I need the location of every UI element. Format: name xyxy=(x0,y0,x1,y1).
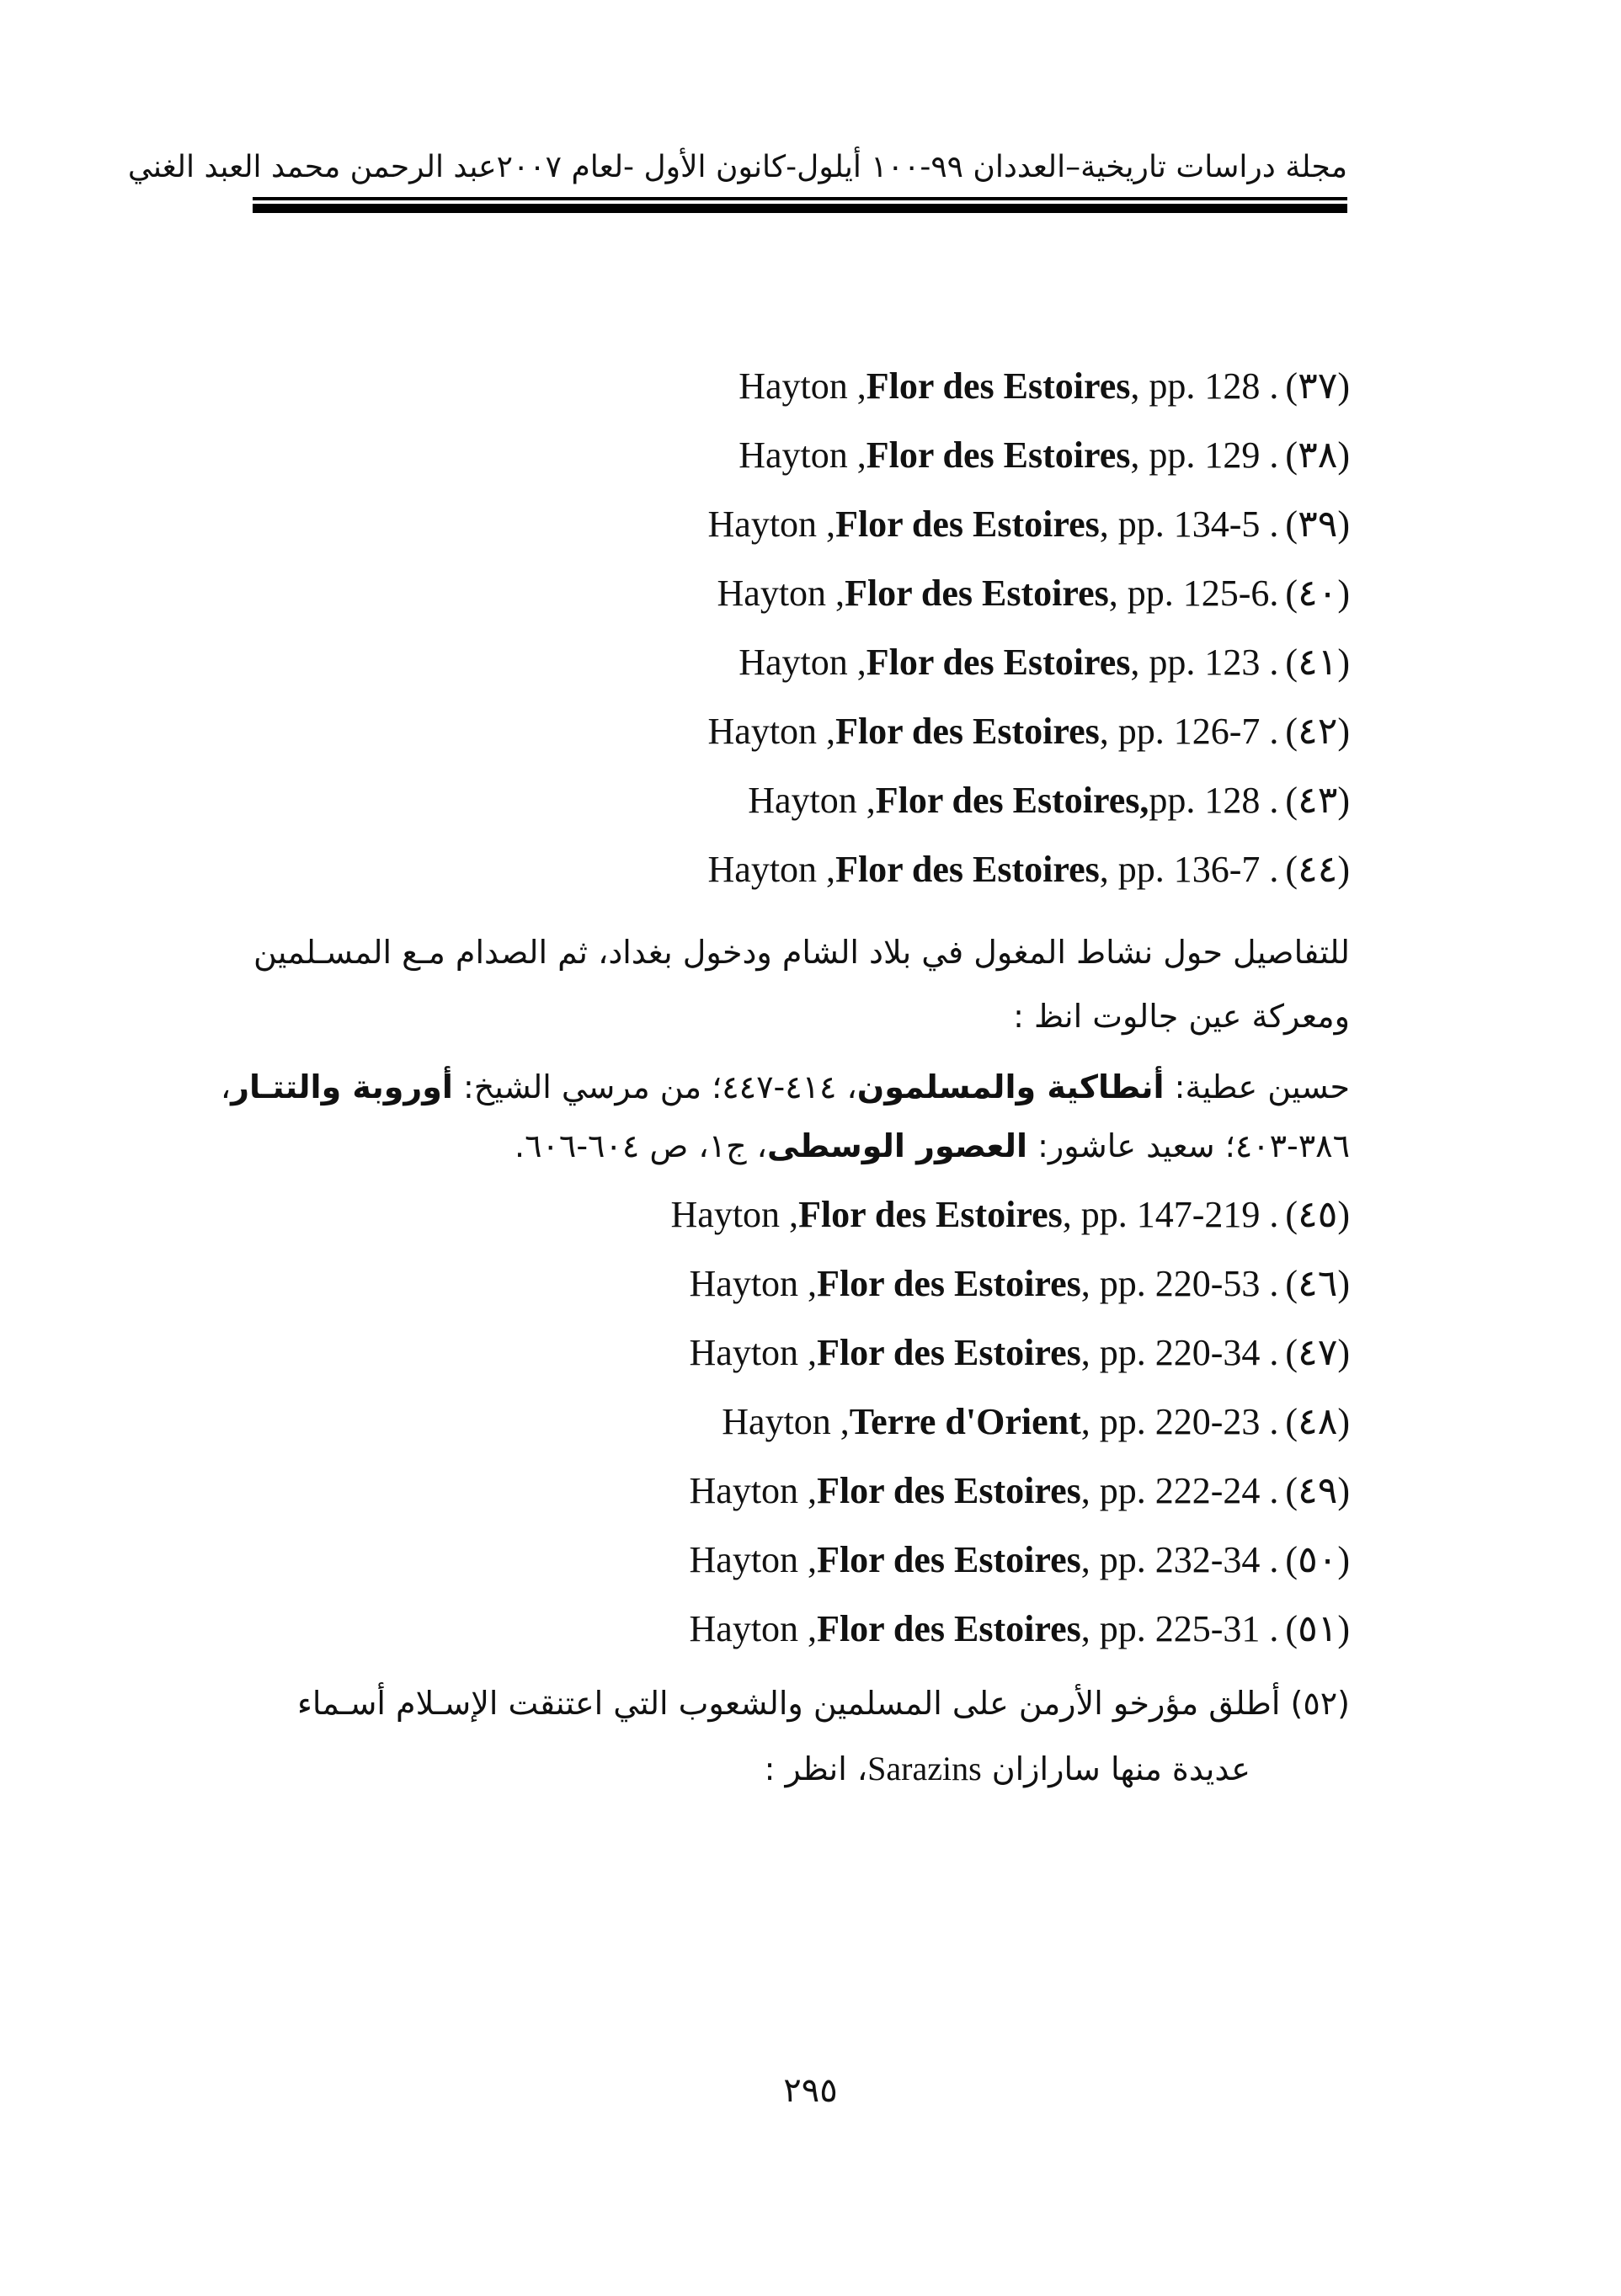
footnote-author: Hayton , xyxy=(689,1470,818,1511)
footnote-author: Hayton , xyxy=(717,573,845,614)
footnote-title: Flor des Estoires xyxy=(845,573,1109,614)
footnote-46 xyxy=(690,1260,1350,1308)
footnote-number: (٤٦) xyxy=(1285,1263,1350,1304)
footnote-pages: , pp. 232-34 . xyxy=(1080,1539,1279,1580)
footnote-number: (٥١) xyxy=(1285,1608,1350,1649)
footnote-pages: , pp. 222-24 . xyxy=(1080,1470,1279,1511)
footnote-41 xyxy=(739,638,1350,687)
note-52-text: ، انظر : xyxy=(764,1750,868,1787)
footnote-45 xyxy=(671,1191,1350,1239)
footnote-title: Flor des Estoires xyxy=(866,434,1131,476)
footnote-48 xyxy=(722,1398,1350,1446)
header-rule-thin xyxy=(253,197,1347,200)
footnote-title: Terre d'Orient xyxy=(849,1401,1081,1442)
footnote-author: Hayton , xyxy=(689,1332,818,1373)
page-number: ٢٩٥ xyxy=(783,2071,838,2110)
footnote-title: Flor des Estoires xyxy=(817,1263,1081,1304)
footnote-number: (٤٤) xyxy=(1285,849,1350,890)
footnote-37 xyxy=(739,362,1350,411)
citation-text: ، ٤١٤-٤٤٧؛ من مرسي الشيخ: xyxy=(452,1068,857,1105)
citation-text: ، xyxy=(220,1068,232,1105)
footnote-author: Hayton , xyxy=(739,434,866,476)
footnote-number: (٣٩) xyxy=(1285,503,1350,545)
footnote-pages: , pp. 123 . xyxy=(1130,642,1279,683)
footnote-44 xyxy=(708,845,1350,894)
footnote-43 xyxy=(748,776,1350,825)
footnote-number: (٤٠) xyxy=(1285,573,1350,614)
footnote-number: (٥٠) xyxy=(1285,1539,1350,1580)
citation-text: ، ج١، ص ٦٠٤-٦٠٦. xyxy=(515,1127,767,1164)
footnote-pages: , pp. 129 . xyxy=(1130,434,1279,476)
footnote-number: (٤٣) xyxy=(1285,780,1350,821)
footnote-38 xyxy=(739,431,1350,480)
footnote-author: Hayton , xyxy=(739,642,866,683)
footnote-title: Flor des Estoires xyxy=(835,503,1100,545)
footnote-number: (٤١) xyxy=(1285,642,1350,683)
footnote-40 xyxy=(717,569,1350,618)
footnote-title: Flor des Estoires, xyxy=(875,780,1149,821)
footnote-pages: pp. 128 . xyxy=(1149,780,1279,821)
footnote-pages: , pp. 225-31 . xyxy=(1080,1608,1279,1649)
citation-title: أوروبة والتتـار xyxy=(231,1068,453,1105)
footnote-50 xyxy=(690,1536,1350,1585)
footnote-42 xyxy=(708,707,1350,756)
footnote-pages: , pp. 134-5 . xyxy=(1099,503,1279,545)
footnote-author: Hayton , xyxy=(739,365,866,407)
author-name: عبد الرحمن محمد العبد الغني xyxy=(127,150,497,184)
citation-title: أنطاكية والمسلمون xyxy=(856,1068,1165,1105)
footnote-title: Flor des Estoires xyxy=(835,849,1100,890)
footnote-pages: , pp. 220-23 . xyxy=(1080,1401,1279,1442)
running-head xyxy=(127,150,1347,184)
footnote-pages: , pp. 147-219 . xyxy=(1062,1194,1279,1235)
footnote-49 xyxy=(690,1467,1350,1516)
footnote-title: Flor des Estoires xyxy=(798,1194,1063,1235)
footnote-author: Hayton , xyxy=(689,1539,818,1580)
footnote-author: Hayton , xyxy=(707,711,836,752)
note-52-text: عديدة منها سارازان xyxy=(981,1750,1250,1787)
footnote-number: (٣٨) xyxy=(1285,434,1350,476)
journal-title: مجلة دراسات تاريخية–العددان ٩٩-١٠٠ أيلول-كانون الأول -لعام ٢٠٠٧ xyxy=(496,150,1347,184)
note-52-latin-term: Sarazins xyxy=(867,1750,982,1787)
footnote-pages: , pp. 126-7 . xyxy=(1099,711,1279,752)
note-44-line-3 xyxy=(221,1063,1350,1111)
footnote-title: Flor des Estoires xyxy=(866,365,1131,407)
footnote-pages: , pp. 125-6. xyxy=(1108,573,1279,614)
footnote-number: (٤٧) xyxy=(1285,1332,1350,1373)
note-44-line-4 xyxy=(515,1121,1350,1170)
footnote-author: Hayton , xyxy=(707,503,836,545)
citation-title: العصور الوسطى xyxy=(766,1127,1028,1164)
footnote-author: Hayton , xyxy=(707,849,836,890)
citation-text: ٣٨٦-٤٠٣؛ سعيد عاشور: xyxy=(1027,1127,1350,1164)
footnote-number: (٤٢) xyxy=(1285,711,1350,752)
footnote-51 xyxy=(690,1605,1350,1654)
footnote-author: Hayton , xyxy=(689,1263,818,1304)
note-52-line-1: (٥٢) أطلق مؤرخو الأرمن على المسلمين والشعوب التي اعتنقت الإسـلام أسـماء xyxy=(297,1685,1350,1722)
footnote-title: Flor des Estoires xyxy=(817,1470,1081,1511)
footnote-title: Flor des Estoires xyxy=(866,642,1131,683)
footnote-number: (٤٥) xyxy=(1285,1194,1350,1235)
note-44-line-2: ومعركة عين جالوت انظ : xyxy=(1013,998,1350,1035)
note-44-line-1: للتفاصيل حول نشاط المغول في بلاد الشام ودخول بغداد، ثم الصدام مـع المسـلمين xyxy=(253,934,1350,971)
footnote-pages: , pp. 220-34 . xyxy=(1080,1332,1279,1373)
footnote-39 xyxy=(708,500,1350,549)
footnote-title: Flor des Estoires xyxy=(835,711,1100,752)
footnote-title: Flor des Estoires xyxy=(817,1608,1081,1649)
footnote-pages: , pp. 220-53 . xyxy=(1080,1263,1279,1304)
footnote-number: (٤٩) xyxy=(1285,1470,1350,1511)
citation-author: حسين عطية: xyxy=(1164,1068,1350,1105)
note-52-line-2 xyxy=(765,1745,1250,1793)
footnote-pages: , pp. 136-7 . xyxy=(1099,849,1279,890)
footnote-pages: , pp. 128 . xyxy=(1130,365,1279,407)
footnote-author: Hayton , xyxy=(748,780,876,821)
footnote-number: (٤٨) xyxy=(1285,1401,1350,1442)
footnote-number: (٣٧) xyxy=(1285,365,1350,407)
footnote-title: Flor des Estoires xyxy=(817,1332,1081,1373)
footnote-author: Hayton , xyxy=(722,1401,850,1442)
header-rule-thick xyxy=(253,204,1347,213)
footnote-title: Flor des Estoires xyxy=(817,1539,1081,1580)
footnote-47 xyxy=(690,1329,1350,1377)
footnote-author: Hayton , xyxy=(670,1194,799,1235)
footnote-author: Hayton , xyxy=(689,1608,818,1649)
